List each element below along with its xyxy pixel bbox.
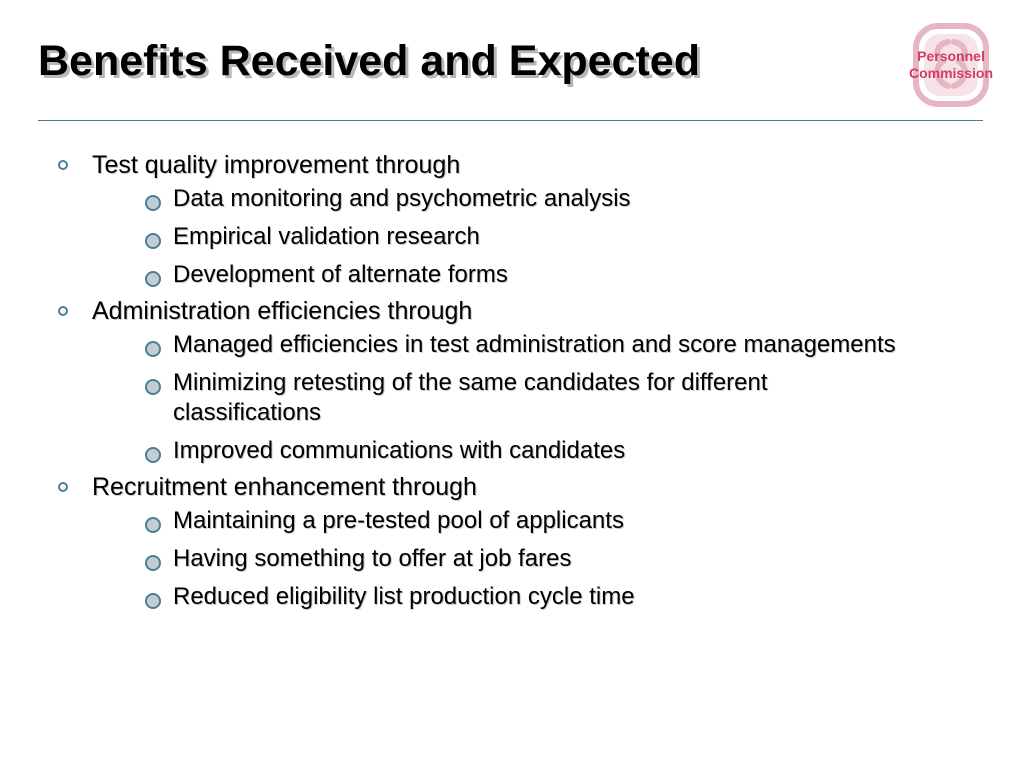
list-item-text: Minimizing retesting of the same candidates for different classifications <box>173 369 768 426</box>
list-item <box>128 260 913 290</box>
section-administration <box>56 294 936 466</box>
list-item <box>128 330 913 360</box>
personnel-commission-logo <box>898 22 1004 108</box>
list-item-text: Maintaining a pre-tested pool of applicants <box>173 507 624 534</box>
list-item <box>128 184 913 214</box>
ring-bullet-icon <box>58 482 68 492</box>
dot-bullet-icon <box>145 379 161 395</box>
dot-bullet-icon <box>145 555 161 571</box>
section-heading: Administration efficiencies through <box>92 297 473 325</box>
list-item <box>128 582 913 612</box>
section-heading: Recruitment enhancement through <box>92 473 477 501</box>
slide-title: Benefits Received and Expected <box>38 37 700 85</box>
dot-bullet-icon <box>145 447 161 463</box>
dot-bullet-icon <box>145 195 161 211</box>
dot-bullet-icon <box>145 233 161 249</box>
dot-bullet-icon <box>145 271 161 287</box>
dot-bullet-icon <box>145 593 161 609</box>
logo-text-line1: Personnel <box>917 48 985 64</box>
list-item-text: Data monitoring and psychometric analysis <box>173 185 631 212</box>
list-item-text: Improved communications with candidates <box>173 437 626 464</box>
list-item <box>128 368 913 428</box>
section-recruitment <box>56 470 936 612</box>
list-item-text: Empirical validation research <box>173 223 480 250</box>
sub-bullet-list <box>92 506 936 612</box>
logo-text-line2: Commission <box>908 65 993 81</box>
ring-bullet-icon <box>58 306 68 316</box>
section-heading: Test quality improvement through <box>92 151 461 179</box>
list-item-text: Managed efficiencies in test administration and score managements <box>173 331 896 358</box>
bullet-list <box>56 148 936 612</box>
list-item <box>128 506 913 536</box>
ring-bullet-icon <box>58 160 68 170</box>
list-item-text: Development of alternate forms <box>173 261 508 288</box>
section-test-quality <box>56 148 936 290</box>
dot-bullet-icon <box>145 517 161 533</box>
list-item <box>128 222 913 252</box>
title-divider <box>38 120 983 121</box>
sub-bullet-list <box>92 184 936 290</box>
sub-bullet-list <box>92 330 936 466</box>
dot-bullet-icon <box>145 341 161 357</box>
list-item <box>128 436 913 466</box>
list-item-text: Having something to offer at job fares <box>173 545 572 572</box>
list-item-text: Reduced eligibility list production cycle time <box>173 583 635 610</box>
list-item <box>128 544 913 574</box>
